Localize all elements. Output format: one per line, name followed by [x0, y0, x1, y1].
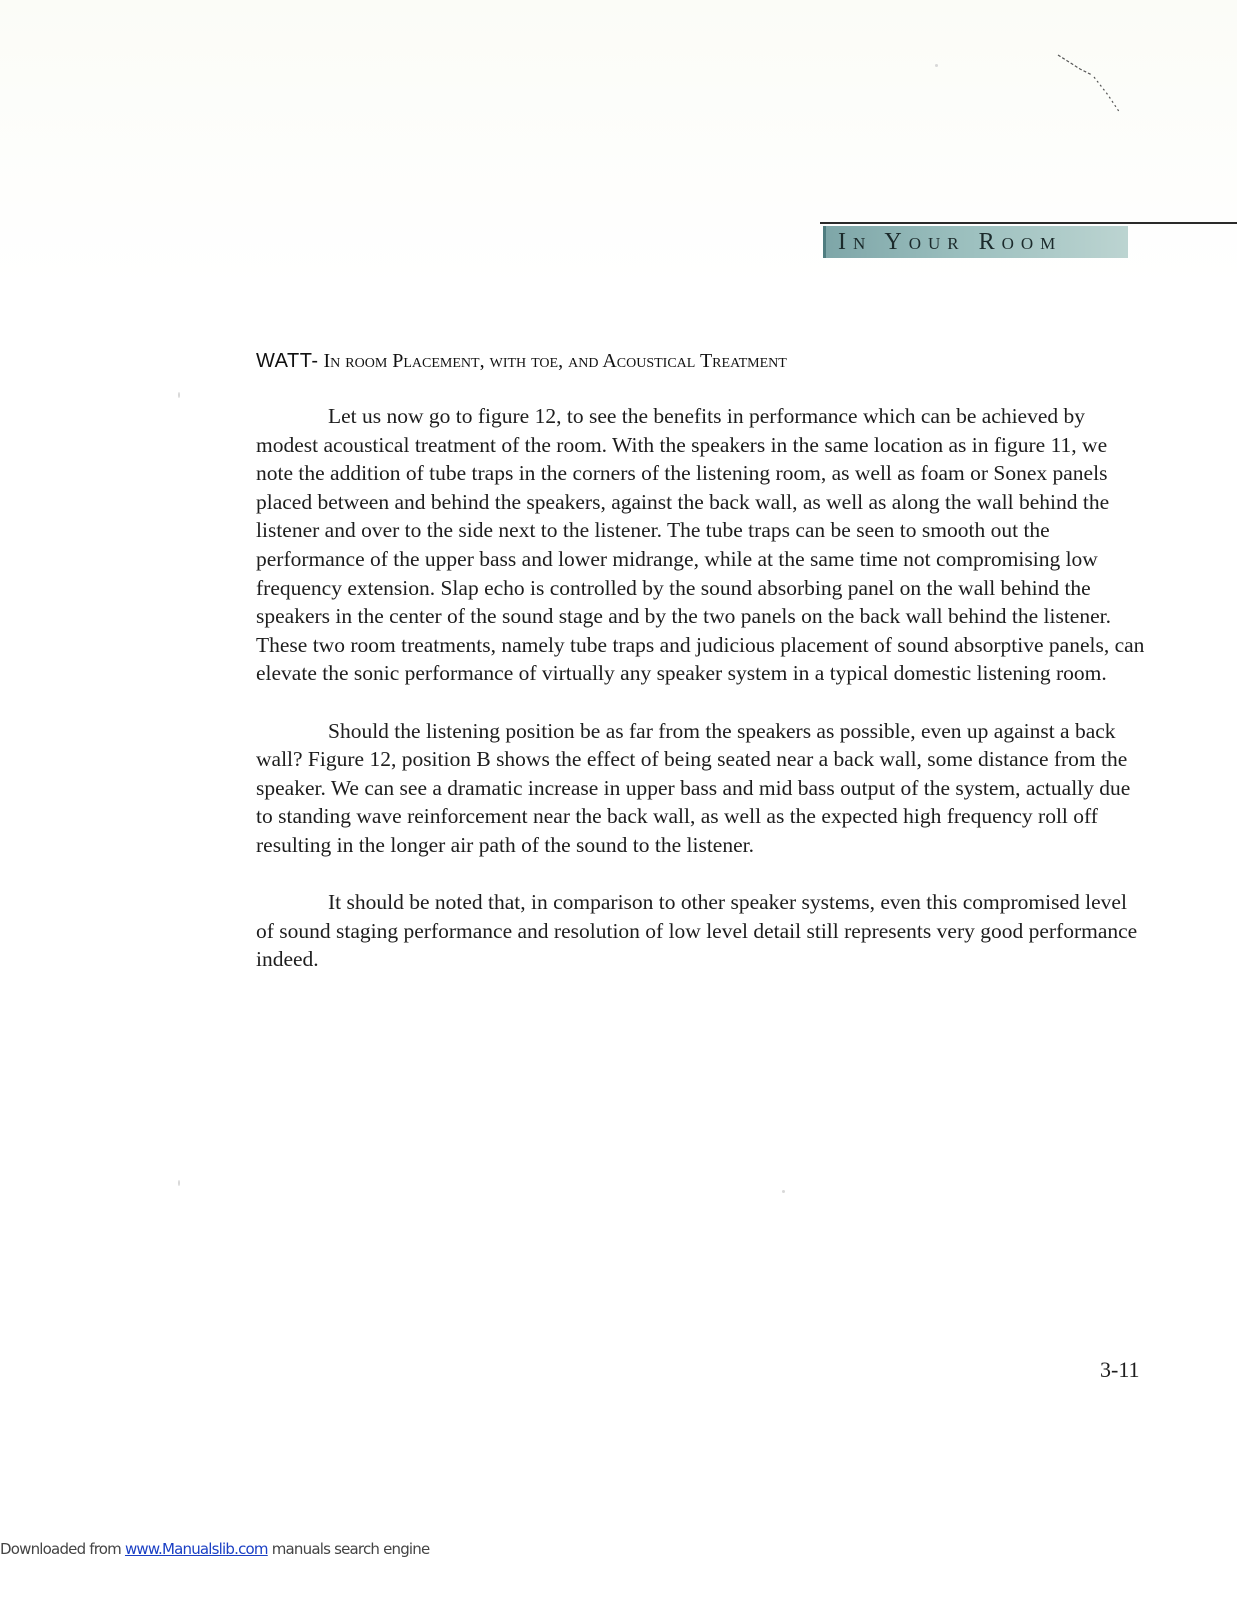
footer-suffix: manuals search engine — [267, 1540, 430, 1558]
corner-scratch-marks — [1050, 45, 1140, 125]
paragraph: Let us now go to figure 12, to see the benefits in performance which can be achieved by modest acoustical treatment of the room. With the speakers in the same location as in figure 11, we note the addition of tube traps in the corners of the listening room, as well as foam or Sonex panels placed between and behind the speakers, against the back wall, as well as along the wall behind the listener and over to the side next to the listener. The tube traps can be seen to smooth out the performance of the upper bass and lower midrange, while at the same time not compromising low frequency extension. Slap echo is controlled by the sound absorbing panel on the wall behind the speakers in the center of the sound stage and by the two panels on the back wall behind the listener. These two room treatments, namely tube traps and judicious placement of sound absorptive panels, can elevate the sonic performance of virtually any speaker system in a typical domestic listening room. — [256, 404, 1145, 686]
heading-rest: In room Placement, with toe, and Acoustical Treatment — [318, 350, 787, 372]
page-number: 3-11 — [1100, 1357, 1140, 1382]
footer-prefix: Downloaded from — [0, 1540, 125, 1558]
body-text — [256, 402, 1148, 1002]
section-heading — [256, 347, 1156, 375]
section-tab — [823, 226, 1128, 258]
paragraph: It should be noted that, in comparison to other speaker systems, even this compromised level of sound staging performance and resolution of low level detail still represents very good performance indeed. — [256, 890, 1138, 972]
download-footer — [0, 1540, 429, 1558]
scan-speck — [178, 392, 180, 398]
section-header-rule — [820, 222, 1237, 224]
manualslib-link[interactable]: www.Manualslib.com — [124, 1540, 268, 1558]
section-tab-label: In Your Room — [838, 229, 1063, 255]
scan-speck — [178, 1180, 180, 1186]
paragraph: Should the listening position be as far from the speakers as possible, even up against a back wall? Figure 12, position B shows the effect of being seated near a back wall, some distance from the speaker. We can see a dramatic increase in upper bass and mid bass output of the system, actually due to standing wave reinforcement near the back wall, as well as the expected high frequency roll off resulting in the longer air path of the sound to the listener. — [256, 718, 1131, 857]
scan-speck — [782, 1190, 785, 1193]
heading-lead: WATT- — [256, 350, 319, 372]
scan-speck — [935, 64, 938, 67]
